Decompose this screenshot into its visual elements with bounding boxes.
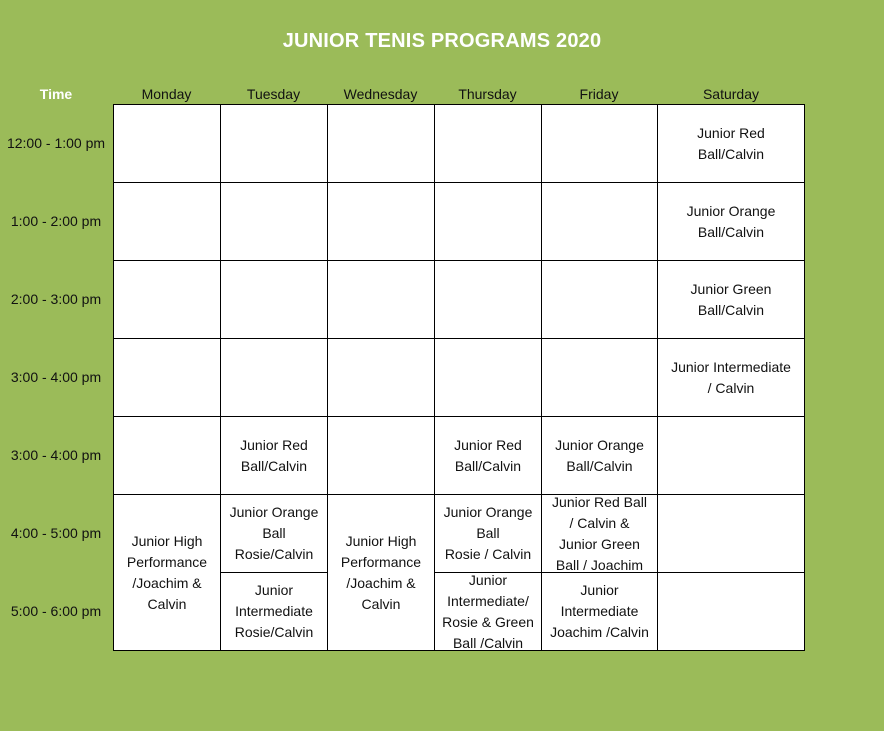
schedule-cell-wed-r3: [328, 339, 435, 417]
schedule-cell-thu-r1: [435, 183, 542, 261]
schedule-cell-mon-r0: [113, 104, 221, 183]
schedule-cell-sat-r6: [658, 573, 805, 651]
schedule-cell-thu-r0: [435, 104, 542, 183]
schedule-cell-fri-r5: Junior Red Ball / Calvin & Junior Green Ball / Joachim: [542, 495, 658, 573]
schedule-cell-tue-r0: [221, 104, 328, 183]
header-thursday: Thursday: [458, 86, 517, 102]
schedule-cell-sat-r0: Junior Red Ball/Calvin: [658, 104, 805, 183]
schedule-cell-tue-r2: [221, 261, 328, 339]
time-label: 4:00 - 5:00 pm: [10, 525, 102, 541]
schedule-cell-tue-r1: [221, 183, 328, 261]
schedule-cell-fri-r0: [542, 104, 658, 183]
schedule-cell-mon-r1: [113, 183, 221, 261]
schedule-cell-fri-r4: Junior Orange Ball/Calvin: [542, 417, 658, 495]
schedule-cell-tue-r5: Junior Orange Ball Rosie/Calvin: [221, 495, 328, 573]
schedule-cell-sat-r5: [658, 495, 805, 573]
schedule-cell-mon-r5: Junior High Performance /Joachim & Calvin: [113, 495, 221, 651]
time-label: 12:00 - 1:00 pm: [6, 135, 106, 151]
header-friday: Friday: [579, 86, 619, 102]
schedule-table: [113, 104, 805, 651]
time-label: 1:00 - 2:00 pm: [10, 213, 102, 229]
schedule-cell-fri-r1: [542, 183, 658, 261]
schedule-cell-sat-r4: [658, 417, 805, 495]
schedule-cell-sat-r3: Junior Intermediate / Calvin: [658, 339, 805, 417]
schedule-cell-sat-r2: Junior Green Ball/Calvin: [658, 261, 805, 339]
schedule-cell-thu-r2: [435, 261, 542, 339]
schedule-cell-mon-r3: [113, 339, 221, 417]
schedule-cell-tue-r6: Junior Intermediate Rosie/Calvin: [221, 573, 328, 651]
header-saturday: Saturday: [702, 86, 760, 102]
schedule-cell-sat-r1: Junior Orange Ball/Calvin: [658, 183, 805, 261]
schedule-cell-fri-r3: [542, 339, 658, 417]
header-wednesday: Wednesday: [343, 86, 418, 102]
page-title: JUNIOR TENIS PROGRAMS 2020: [282, 30, 602, 52]
schedule-cell-tue-r3: [221, 339, 328, 417]
schedule-cell-wed-r4: [328, 417, 435, 495]
schedule-cell-thu-r6: Junior Intermediate/ Rosie & Green Ball /Calvin: [435, 573, 542, 651]
schedule-cell-wed-r5: Junior High Performance /Joachim & Calvin: [328, 495, 435, 651]
header-tuesday: Tuesday: [246, 86, 301, 102]
schedule-cell-fri-r2: [542, 261, 658, 339]
header-time: Time: [39, 86, 73, 102]
schedule-cell-thu-r5: Junior Orange Ball Rosie / Calvin: [435, 495, 542, 573]
schedule-cell-wed-r1: [328, 183, 435, 261]
schedule-cell-wed-r0: [328, 104, 435, 183]
schedule-cell-thu-r4: Junior Red Ball/Calvin: [435, 417, 542, 495]
schedule-cell-thu-r3: [435, 339, 542, 417]
time-label: 3:00 - 4:00 pm: [10, 447, 102, 463]
time-label: 5:00 - 6:00 pm: [10, 603, 102, 619]
time-label: 2:00 - 3:00 pm: [10, 291, 102, 307]
time-label: 3:00 - 4:00 pm: [10, 369, 102, 385]
schedule-cell-mon-r2: [113, 261, 221, 339]
schedule-cell-tue-r4: Junior Red Ball/Calvin: [221, 417, 328, 495]
schedule-cell-mon-r4: [113, 417, 221, 495]
header-monday: Monday: [141, 86, 192, 102]
schedule-cell-wed-r2: [328, 261, 435, 339]
schedule-cell-fri-r6: Junior Intermediate Joachim /Calvin: [542, 573, 658, 651]
